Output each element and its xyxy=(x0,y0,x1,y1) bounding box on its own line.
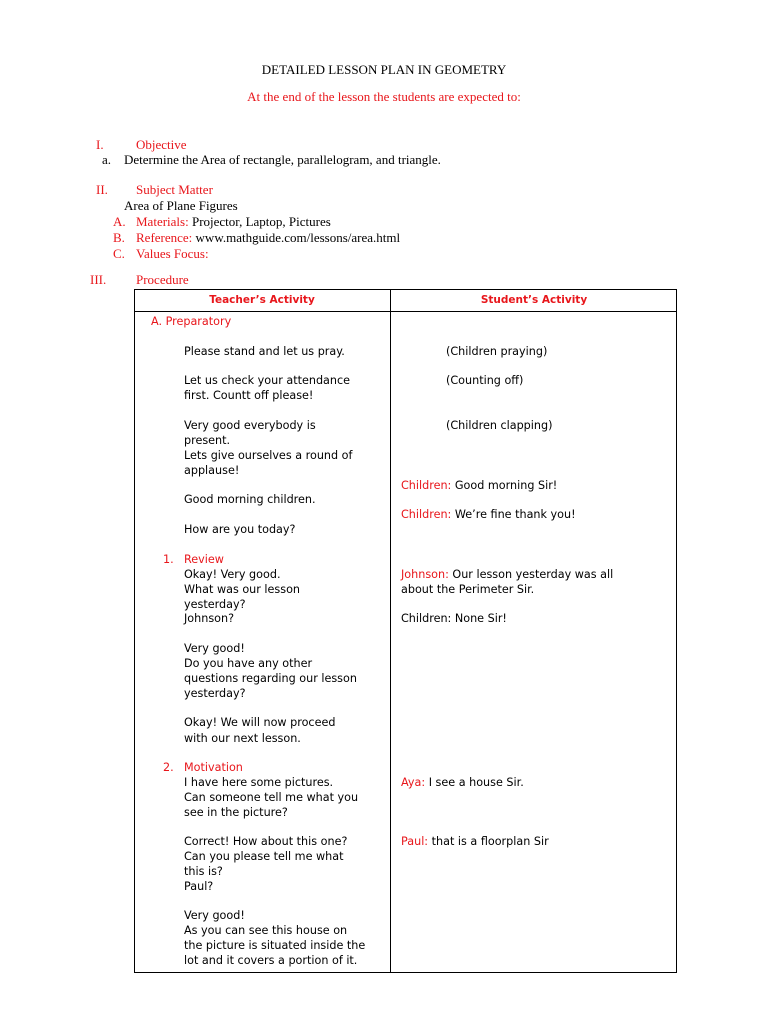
teacher-line: Correct! How about this one? xyxy=(184,835,348,848)
student-response: Children: Good morning Sir! xyxy=(401,479,558,492)
teacher-line: applause! xyxy=(184,464,240,477)
materials-line xyxy=(136,214,331,230)
values-focus-label: Values Focus: xyxy=(136,246,209,261)
teacher-line: Very good everybody is xyxy=(184,419,316,432)
teacher-line: Do you have any other xyxy=(184,657,313,670)
teacher-line: As you can see this house on xyxy=(184,924,348,937)
header-divider xyxy=(134,311,677,312)
student-activity-header: Student’s Activity xyxy=(480,294,588,306)
values-focus-line xyxy=(136,246,209,262)
student-response: Aya: I see a house Sir. xyxy=(401,776,524,789)
page-title: DETAILED LESSON PLAN IN GEOMETRY xyxy=(261,62,507,77)
student-response: (Children praying) xyxy=(446,345,548,358)
speaker-label: Johnson: xyxy=(401,568,449,581)
page-subtitle: At the end of the lesson the students are expected to: xyxy=(247,89,521,104)
objective-item-text: Determine the Area of rectangle, parallelogram, and triangle. xyxy=(124,152,441,167)
teacher-line: yesterday? xyxy=(184,687,246,700)
values-focus-letter: C. xyxy=(113,246,125,261)
teacher-line: Lets give ourselves a round of xyxy=(184,449,353,462)
teacher-line: Paul? xyxy=(184,880,214,893)
objective-numeral: I. xyxy=(96,137,104,152)
column-divider xyxy=(390,289,391,973)
teacher-line: present. xyxy=(184,434,231,447)
teacher-line: I have here some pictures. xyxy=(184,776,334,789)
student-response: (Children clapping) xyxy=(446,419,553,432)
materials-value: Projector, Laptop, Pictures xyxy=(188,214,331,229)
teacher-line: Please stand and let us pray. xyxy=(184,345,345,358)
speaker-label: Children: xyxy=(401,479,452,492)
objective-heading: Objective xyxy=(136,137,187,152)
student-response: Johnson: Our lesson yesterday was all xyxy=(401,568,614,581)
student-response: Paul: that is a floorplan Sir xyxy=(401,835,549,848)
speaker-label: Paul: xyxy=(401,835,429,848)
subject-matter-heading: Subject Matter xyxy=(136,182,213,197)
subject-matter-numeral: II. xyxy=(96,182,108,197)
teacher-line: Very good! xyxy=(184,909,245,922)
student-response: (Counting off) xyxy=(446,374,524,387)
teacher-line: the picture is situated inside the xyxy=(184,939,366,952)
reference-value: www.mathguide.com/lessons/area.html xyxy=(192,230,401,245)
speaker-label: Children: xyxy=(401,508,452,521)
review-number: 1. xyxy=(163,553,174,566)
teacher-line: Very good! xyxy=(184,642,245,655)
teacher-line: Can someone tell me what you xyxy=(184,791,359,804)
teacher-line: How are you today? xyxy=(184,523,296,536)
subject-matter-topic: Area of Plane Figures xyxy=(124,198,238,213)
speaker-label: Aya: xyxy=(401,776,426,789)
teacher-activity-header: Teacher’s Activity xyxy=(209,294,315,306)
preparatory-label: A. Preparatory xyxy=(151,315,232,328)
motivation-heading: Motivation xyxy=(184,761,243,774)
reference-label: Reference: xyxy=(136,230,193,245)
teacher-line: yesterday? xyxy=(184,598,246,611)
reference-line xyxy=(136,230,400,246)
teacher-line: see in the picture? xyxy=(184,806,288,819)
teacher-line: Okay! Very good. xyxy=(184,568,281,581)
objective-item-letter: a. xyxy=(102,152,112,167)
review-heading: Review xyxy=(184,553,224,566)
teacher-line: with our next lesson. xyxy=(184,732,301,745)
teacher-line: What was our lesson xyxy=(184,583,301,596)
teacher-line: Johnson? xyxy=(184,612,235,625)
procedure-heading: Procedure xyxy=(136,272,189,287)
reference-letter: B. xyxy=(113,230,125,245)
teacher-line: this is? xyxy=(184,865,223,878)
teacher-line: questions regarding our lesson xyxy=(184,672,357,685)
student-response: Children: None Sir! xyxy=(401,612,507,625)
teacher-line: Can you please tell me what xyxy=(184,850,344,863)
student-response: about the Perimeter Sir. xyxy=(401,583,535,596)
materials-letter: A. xyxy=(113,214,126,229)
teacher-line: first. Countt off please! xyxy=(184,389,314,402)
teacher-line: Good morning children. xyxy=(184,493,316,506)
procedure-numeral: III. xyxy=(90,272,107,287)
teacher-line: Okay! We will now proceed xyxy=(184,716,336,729)
motivation-number: 2. xyxy=(163,761,174,774)
student-response: Children: We’re fine thank you! xyxy=(401,508,576,521)
teacher-line: lot and it covers a portion of it. xyxy=(184,954,358,967)
materials-label: Materials: xyxy=(136,214,189,229)
teacher-line: Let us check your attendance xyxy=(184,374,351,387)
